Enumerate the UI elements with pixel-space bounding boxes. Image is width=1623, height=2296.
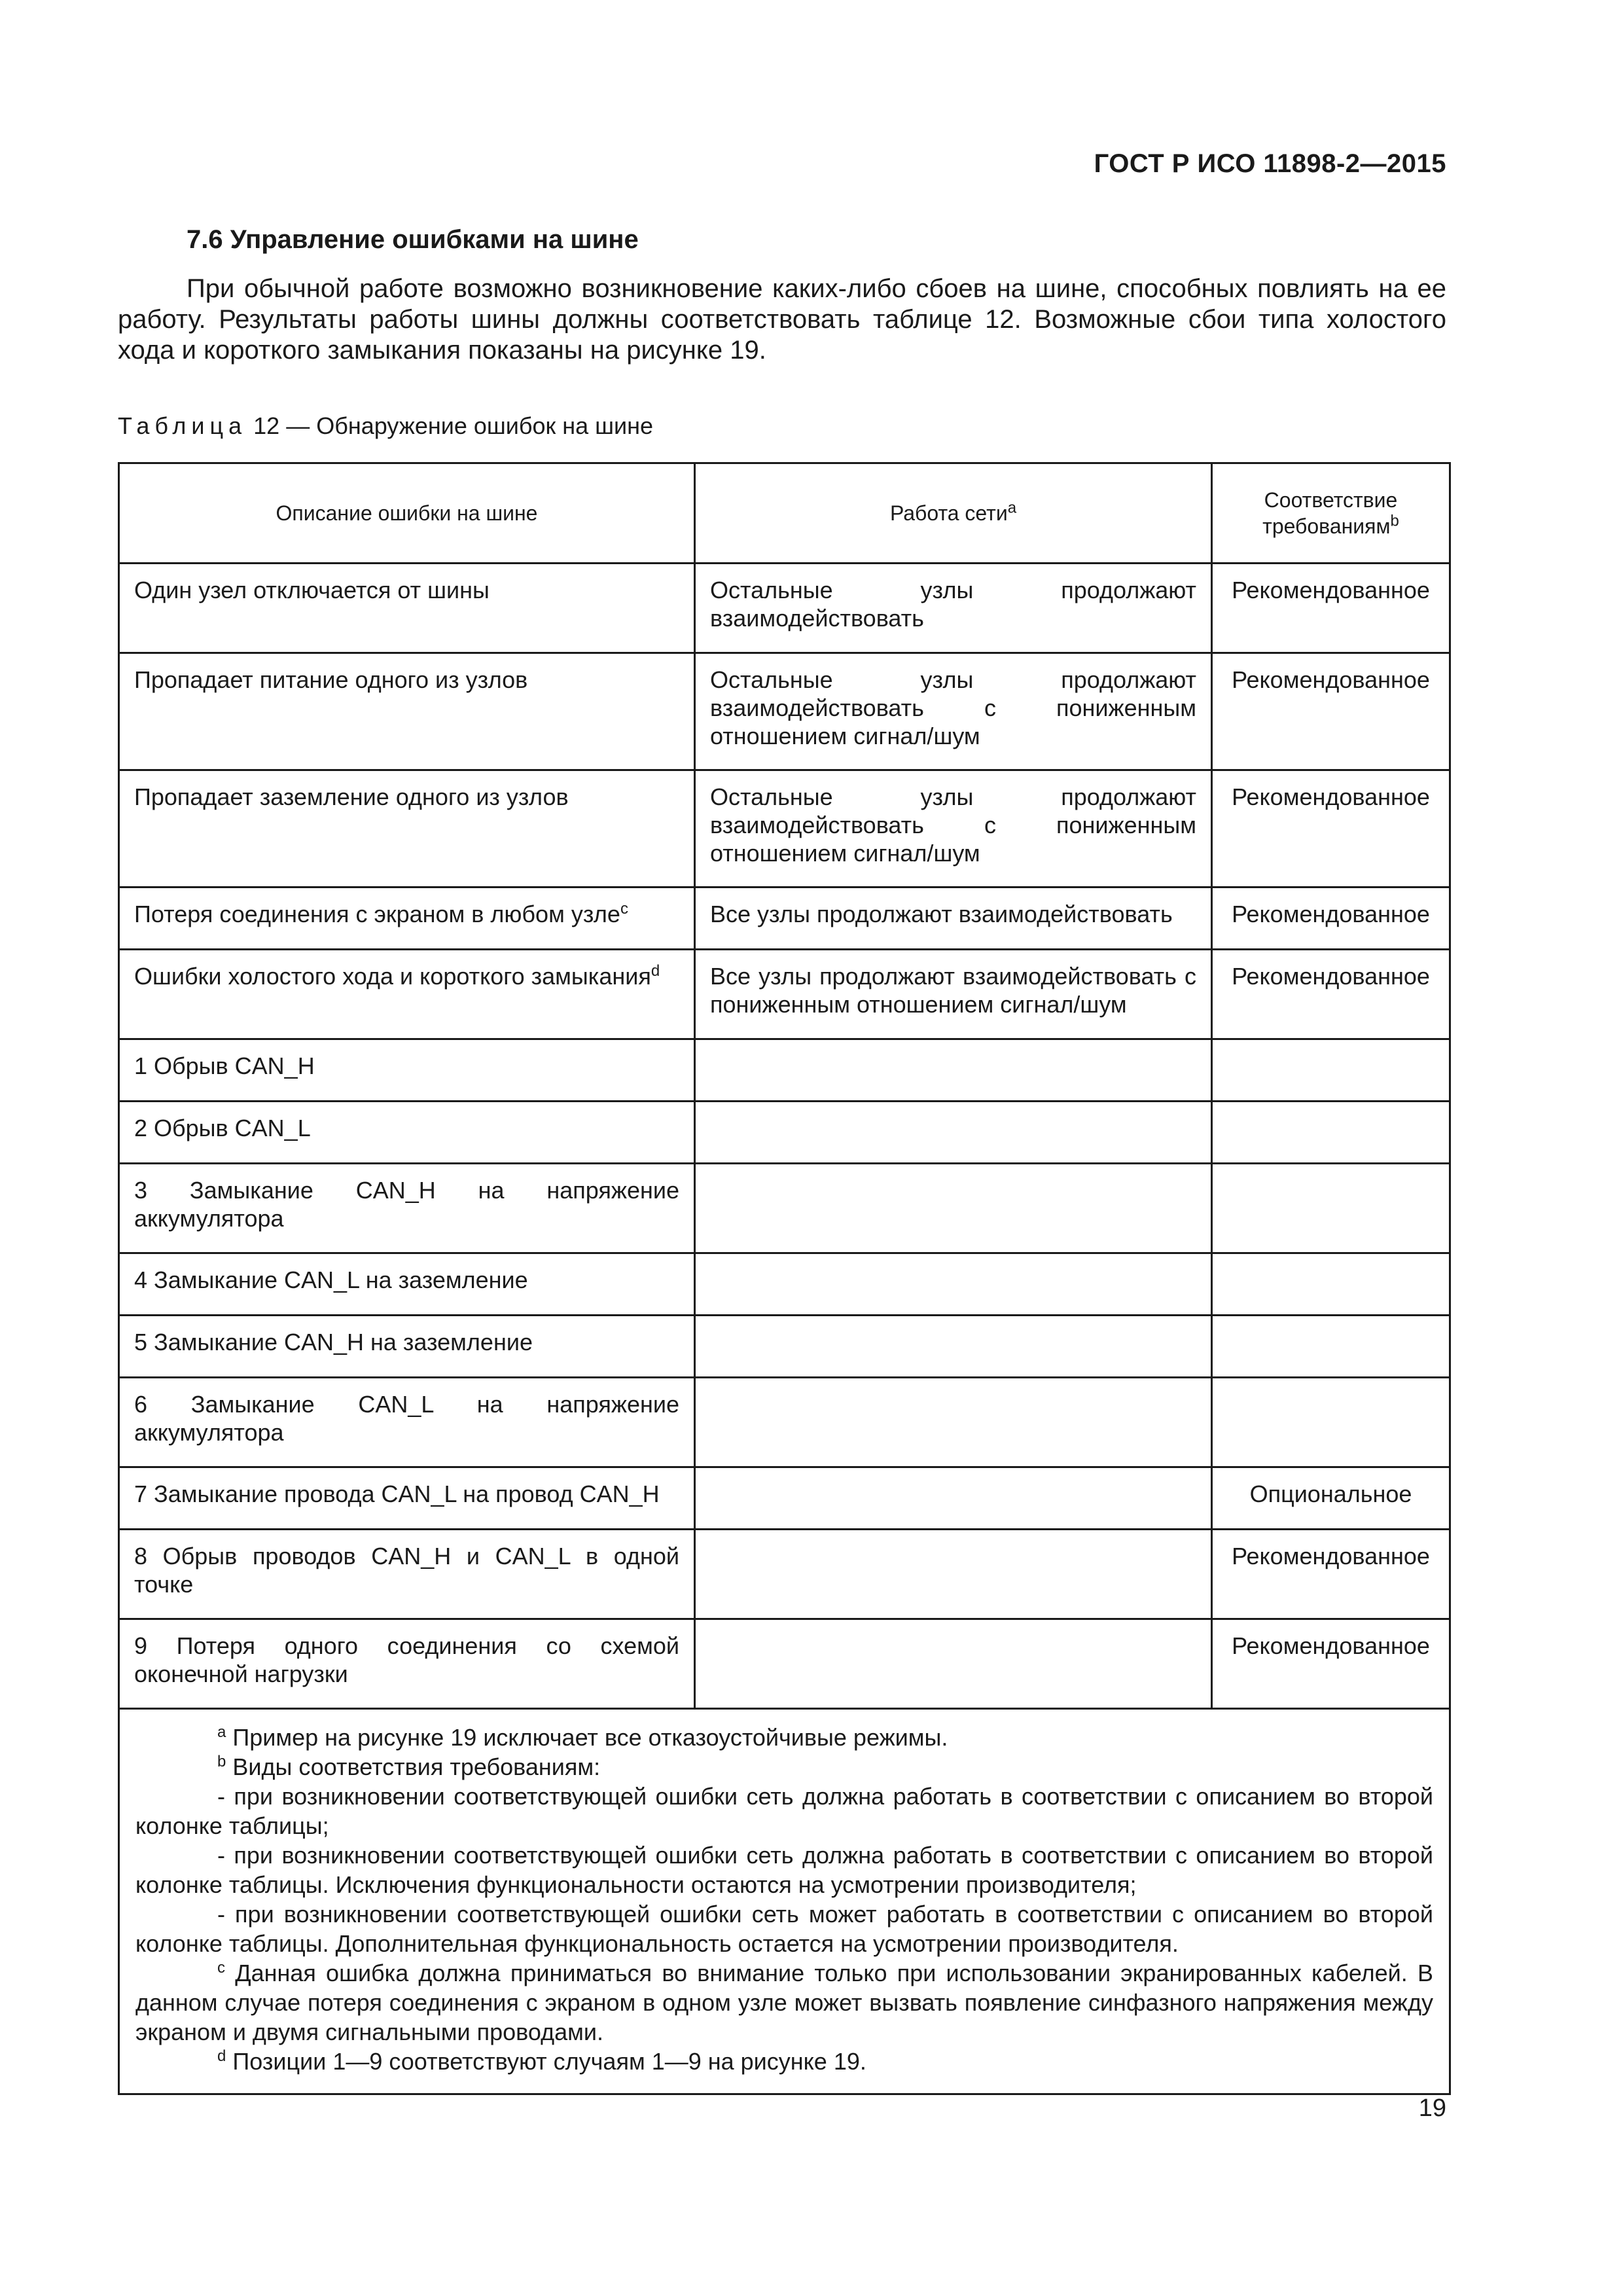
page-number: 19 (1418, 2094, 1446, 2122)
table-caption-word: Таблица (118, 412, 247, 439)
error-detection-table (118, 462, 1451, 2095)
cell-description: 1 Обрыв CAN_H (119, 1039, 695, 1102)
table-caption-title: 12 — Обнаружение ошибок на шине (247, 412, 654, 439)
cell-compliance (1212, 1378, 1450, 1467)
header-col2-text: Работа сети (889, 501, 1008, 525)
cell-network: Остальные узлы продолжают взаимодействовать с пониженным отношением сигнал/шум (695, 770, 1212, 888)
cell-compliance (1212, 1102, 1450, 1164)
cell-network (695, 1253, 1212, 1316)
footnote-mark: b (217, 1753, 226, 1770)
error-detection-table-wrap (118, 462, 1449, 2095)
table-row (119, 564, 1450, 653)
table-caption (118, 412, 653, 440)
footnote-mark: a (217, 1723, 226, 1741)
cell-network (695, 1619, 1212, 1709)
footnote-text: Данная ошибка должна приниматься во внимание только при использовании экранированных кабелей. В данном случае потеря соединения с экраном в одном узле может вызвать появление синфазного напряжения между экраном и двумя сигнальными проводами. (135, 1960, 1433, 2045)
cell-network: Все узлы продолжают взаимодействовать (695, 888, 1212, 950)
document-code: ГОСТ Р ИСО 11898-2—2015 (1094, 149, 1446, 178)
footnote-ref-a: a (1007, 499, 1017, 517)
table-row (119, 1039, 1450, 1102)
table-row (119, 1530, 1450, 1619)
cell-description: 5 Замыкание CAN_H на заземление (119, 1316, 695, 1378)
header-col3-text: Соответствие требованиям (1262, 488, 1398, 538)
cell-description: 3 Замыкание CAN_H на напряжение аккумулятора (119, 1164, 695, 1253)
cell-compliance: Рекомендованное (1212, 1619, 1450, 1709)
cell-network: Все узлы продолжают взаимодействовать с пониженным отношением сигнал/шум (695, 950, 1212, 1039)
table-row (119, 950, 1450, 1039)
cell-description: 8 Обрыв проводов CAN_H и CAN_L в одной точке (119, 1530, 695, 1619)
cell-description: 7 Замыкание провода CAN_L на провод CAN_H (119, 1467, 695, 1530)
footnote-text: Позиции 1—9 соответствуют случаям 1—9 на рисунке 19. (232, 2048, 866, 2075)
footnote-ref-b: b (1390, 512, 1399, 530)
cell-description (119, 950, 695, 1039)
cell-description: Пропадает заземление одного из узлов (119, 770, 695, 888)
table-row (119, 1467, 1450, 1530)
cell-network (695, 1164, 1212, 1253)
footnote-d (135, 2047, 1433, 2076)
cell-description: 4 Замыкание CAN_L на заземление (119, 1253, 695, 1316)
footnote-a (135, 1723, 1433, 1752)
cell-compliance (1212, 1316, 1450, 1378)
footnote-b-item: - при возникновении соответствующей ошибки сеть должна работать в соответствии с описанием во второй колонке таблицы. Исключения функциональности остаются на усмотрении производителя; (135, 1842, 1433, 1898)
footnote-ref-c: c (620, 900, 628, 918)
cell-compliance: Рекомендованное (1212, 653, 1450, 770)
footnote-mark: d (217, 2047, 226, 2065)
cell-network (695, 1378, 1212, 1467)
cell-compliance: Рекомендованное (1212, 564, 1450, 653)
cell-compliance (1212, 1039, 1450, 1102)
cell-network (695, 1316, 1212, 1378)
cell-compliance (1212, 1253, 1450, 1316)
cell-description: 9 Потеря одного соединения со схемой оконечной нагрузки (119, 1619, 695, 1709)
table-row (119, 1164, 1450, 1253)
cell-network: Остальные узлы продолжают взаимодействовать (695, 564, 1212, 653)
cell-description: Один узел отключается от шины (119, 564, 695, 653)
cell-network (695, 1530, 1212, 1619)
footnote-b (135, 1752, 1433, 1782)
cell-network: Остальные узлы продолжают взаимодействовать с пониженным отношением сигнал/шум (695, 653, 1212, 770)
table-row (119, 1619, 1450, 1709)
table-header-row (119, 463, 1450, 564)
table-footnotes (119, 1709, 1450, 2094)
footnote-ref-d: d (651, 962, 660, 980)
header-compliance (1212, 463, 1450, 564)
cell-compliance: Рекомендованное (1212, 770, 1450, 888)
cell-description (119, 888, 695, 950)
footnote-b-item: - при возникновении соответствующей ошибки сеть может работать в соответствии с описанием во второй колонке таблицы. Дополнительная функциональность остается на усмотрении производителя. (135, 1901, 1433, 1957)
cell-compliance: Рекомендованное (1212, 950, 1450, 1039)
cell-network (695, 1467, 1212, 1530)
table-row (119, 1102, 1450, 1164)
footnote-c (135, 1958, 1433, 2047)
footnote-b-item: - при возникновении соответствующей ошибки сеть должна работать в соответствии с описанием во второй колонке таблицы; (135, 1783, 1433, 1839)
cell-compliance: Рекомендованное (1212, 1530, 1450, 1619)
paragraph-text: При обычной работе возможно возникновение каких-либо сбоев на шине, способных повлиять на ее работу. Результаты работы шины должны соответствовать таблице 12. Возможные сбои типа холостого хода и короткого замыкания показаны на рисунке 19. (118, 274, 1446, 365)
footnote-text: Виды соответствия требованиям: (232, 1753, 601, 1780)
cell-compliance (1212, 1164, 1450, 1253)
table-row (119, 888, 1450, 950)
cell-description-text: Ошибки холостого хода и короткого замыкания (134, 963, 651, 990)
header-error-description (119, 463, 695, 564)
section-title: 7.6 Управление ошибками на шине (187, 225, 639, 254)
cell-network (695, 1039, 1212, 1102)
cell-network (695, 1102, 1212, 1164)
table-row (119, 1316, 1450, 1378)
table-footnotes-row (119, 1709, 1450, 2094)
header-col1-text: Описание ошибки на шине (276, 501, 538, 525)
section-paragraph (118, 274, 1446, 366)
cell-description: 6 Замыкание CAN_L на напряжение аккумулятора (119, 1378, 695, 1467)
table-row (119, 1253, 1450, 1316)
header-network-operation (695, 463, 1212, 564)
footnote-text: Пример на рисунке 19 исключает все отказоустойчивые режимы. (232, 1724, 948, 1751)
cell-compliance: Опциональное (1212, 1467, 1450, 1530)
table-row (119, 770, 1450, 888)
cell-description: 2 Обрыв CAN_L (119, 1102, 695, 1164)
cell-compliance: Рекомендованное (1212, 888, 1450, 950)
cell-description-text: Потеря соединения с экраном в любом узле (134, 901, 620, 927)
table-row (119, 1378, 1450, 1467)
table-row (119, 653, 1450, 770)
footnote-mark: c (217, 1959, 225, 1977)
cell-description: Пропадает питание одного из узлов (119, 653, 695, 770)
